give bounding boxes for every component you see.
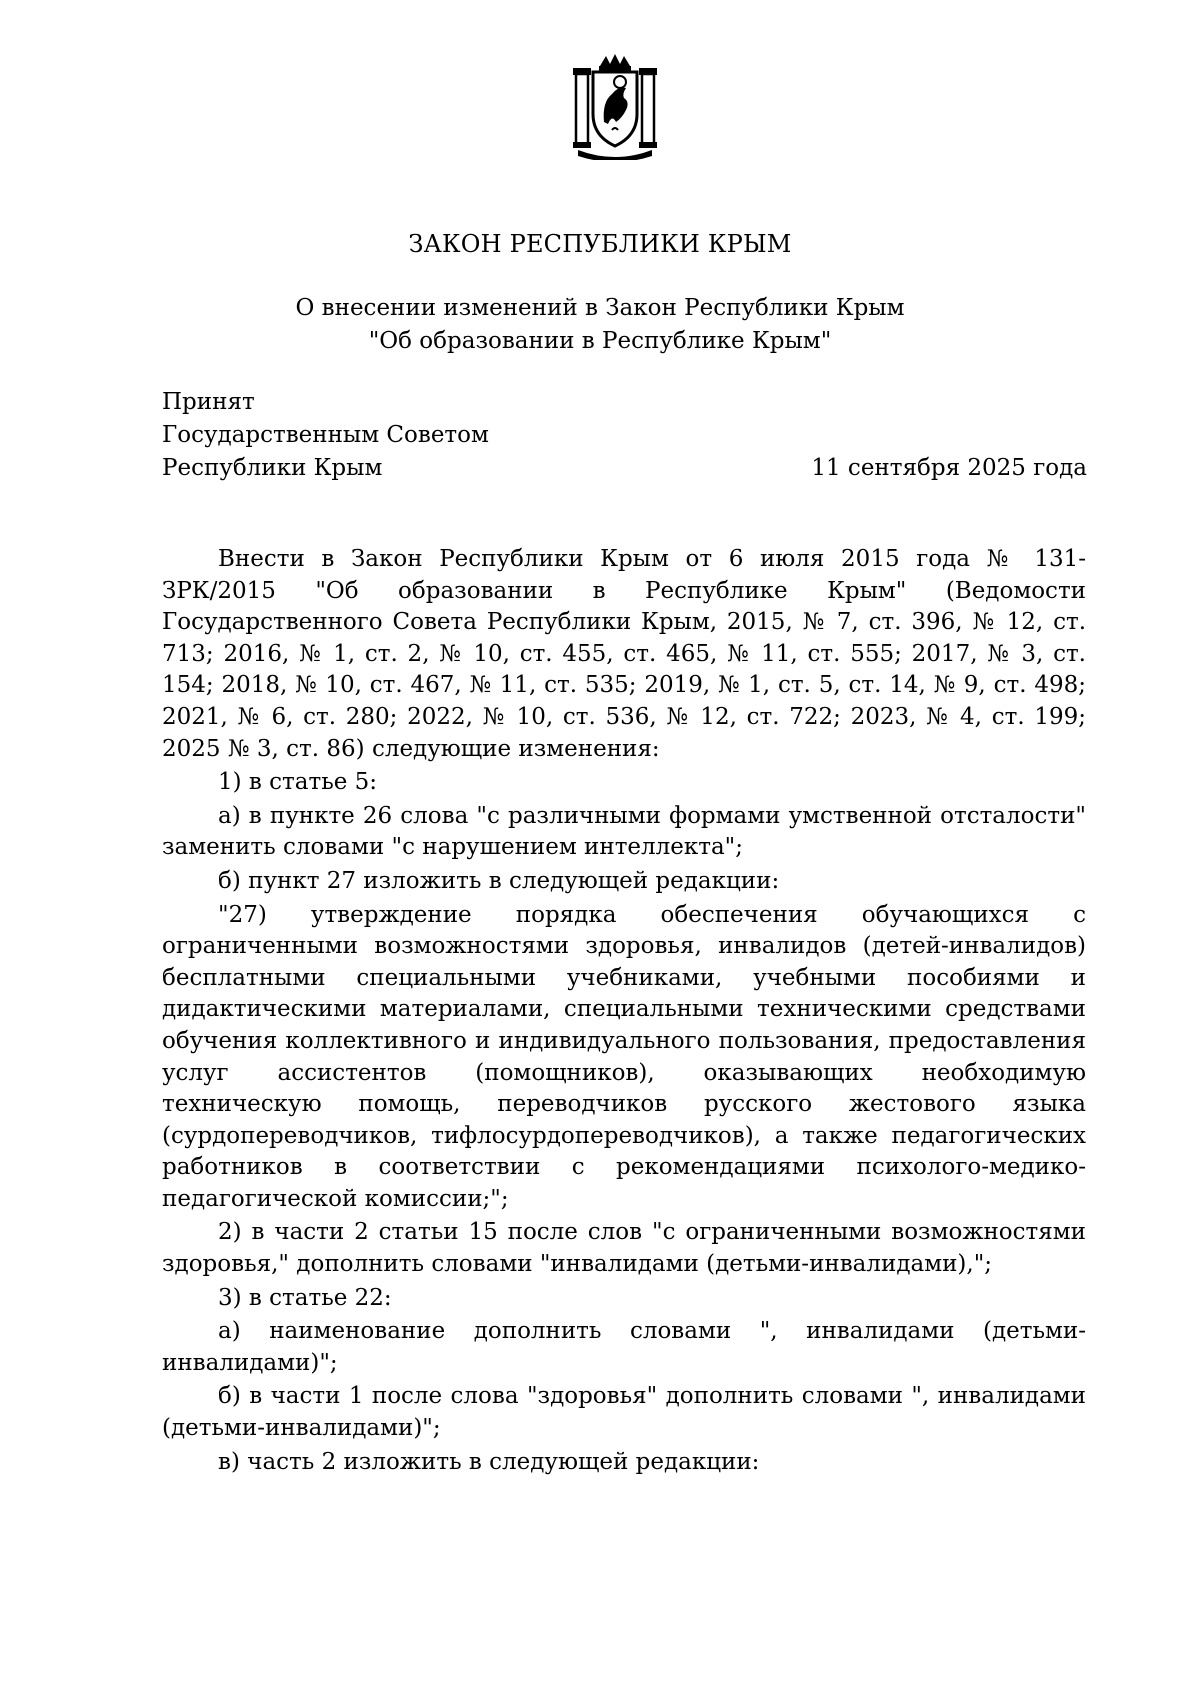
adopted-label: Принят xyxy=(162,389,255,415)
paragraph: 2) в части 2 статьи 15 после слов "с ограниченными возможностями здоровья," дополнить словами "инвалидами (детьми-инвалидами),"; xyxy=(162,1219,1086,1278)
paragraph: а) в пункте 26 слова "с различными формами умственной отсталости" заменить словами "с нарушением интеллекта"; xyxy=(162,802,1086,861)
paragraph: Внести в Закон Республики Крым от 6 июля 2015 года № 131-ЗРК/2015 "Об образовании в Республике Крым" (Ведомости Государственного Совета Республики Крым, 2015, № 7, ст. 396, № 12, ст. 713; 2016, № 1, ст. 2, № 10, ст. 455, ст. 465, № 11, ст. 555; 2017, № 3, ст. 154; 2018, № 10, ст. 467, № 11, ст. 535; 2019, № 1, ст. 5, ст. 14, № 9, ст. 498; 2021, № 6, ст. 280; 2022, № 10, ст. 536, № 12, ст. 722; 2023, № 4, ст. 199; 2025 № 3, ст. 86) следующие изменения: xyxy=(162,546,1086,762)
paragraph: в) часть 2 изложить в следующей редакции: xyxy=(218,1448,760,1475)
law-subtitle xyxy=(0,292,1200,358)
adopted-by: Республики Крым xyxy=(162,455,383,481)
adoption-block xyxy=(162,386,489,485)
paragraph: 3) в статье 22: xyxy=(218,1284,392,1311)
paragraph: "27) утверждение порядка обеспечения обучающихся с ограниченными возможностями здоровья, инвалидов (детей-инвалидов) бесплатными специальными учебниками, учебными пособиями и дидактическими материалами, специальными техническими средствами обучения коллективного и индивидуального пользования, предоставления услуг ассистентов (помощников), оказывающих необходимую техническую помощь, переводчиков русского жестового языка (сурдопереводчиков, тифлосурдопереводчиков), а также педагогических работников в соответствии с рекомендациями психолого-медико-педагогической комиссии;"; xyxy=(162,901,1086,1212)
crimea-coat-of-arms-icon xyxy=(572,52,658,160)
paragraph: а) наименование дополнить словами ", инвалидами (детьми-инвалидами)"; xyxy=(162,1318,1086,1376)
subtitle-line: О внесении изменений в Закон Республики Крым xyxy=(295,295,905,321)
paragraph: 1) в статье 5: xyxy=(218,769,378,796)
adopted-by: Государственным Советом xyxy=(162,422,489,448)
law-body xyxy=(162,544,1086,1480)
paragraph: б) пункт 27 изложить в следующей редакции: xyxy=(218,867,780,894)
adoption-date: 11 сентября 2025 года xyxy=(811,455,1087,481)
subtitle-line: "Об образовании в Республике Крым" xyxy=(368,328,832,354)
law-title: ЗАКОН РЕСПУБЛИКИ КРЫМ xyxy=(408,230,792,258)
paragraph: б) в части 1 после слова "здоровья" дополнить словами ", инвалидами (детьми-инвалидами)"; xyxy=(162,1383,1086,1442)
